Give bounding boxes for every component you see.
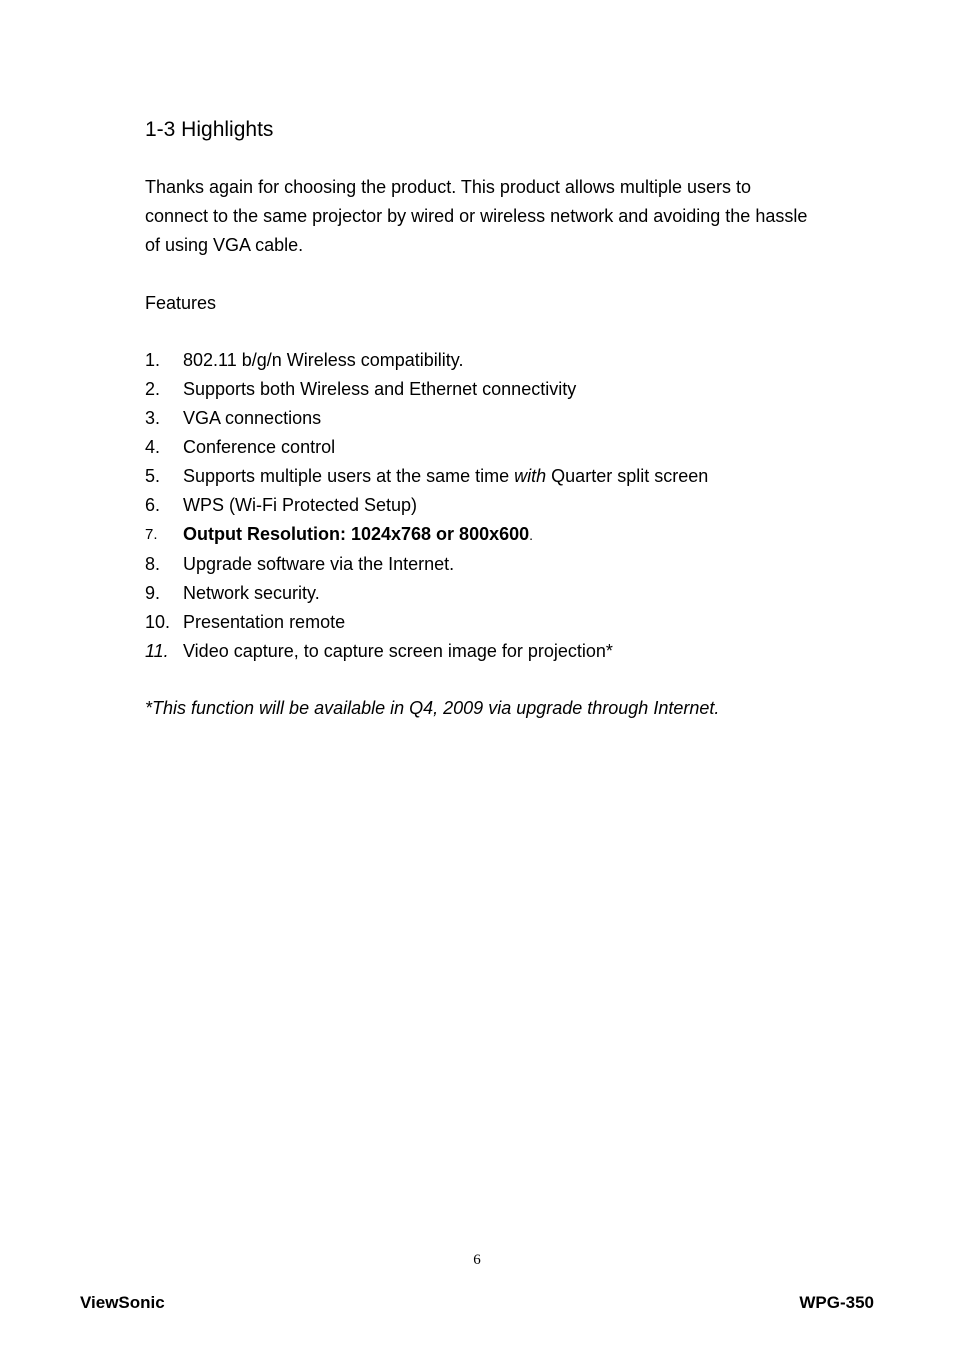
feature-item-2: [145, 375, 708, 404]
feature-text: [183, 466, 708, 486]
feature-number: 10.: [145, 612, 171, 632]
feature-text-end: Quarter split screen: [546, 466, 709, 486]
feature-text: Network security.: [183, 583, 320, 603]
feature-number: 6.: [145, 495, 161, 515]
feature-item-3: [145, 404, 708, 433]
feature-text: VGA connections: [183, 408, 322, 428]
feature-item-9: [145, 579, 708, 608]
feature-item-8: [145, 550, 708, 579]
feature-text-bold: Output Resolution: 1024x768 or 800x600: [183, 524, 530, 544]
feature-text-emphasis: with: [514, 466, 547, 486]
feature-item-10: [145, 608, 708, 637]
section-heading: 1-3 Highlights: [145, 118, 274, 141]
feature-number: 1.: [145, 350, 161, 370]
feature-item-5: [145, 462, 708, 491]
page-number: 6: [473, 1252, 481, 1268]
feature-number: 4.: [145, 437, 161, 457]
intro-paragraph: Thanks again for choosing the product. This product allows multiple users to connect to the same projector by wired or wireless network and avoiding the hassle of using VGA cable.: [145, 177, 808, 255]
footnote: *This function will be available in Q4, 2009 via upgrade through Internet.: [145, 698, 720, 718]
feature-text: Supports both Wireless and Ethernet connectivity: [183, 379, 577, 399]
feature-number: 7.: [145, 526, 158, 543]
feature-text-start: Supports multiple users at the same time: [183, 466, 515, 486]
feature-item-6: [145, 491, 708, 520]
feature-number: 3.: [145, 408, 161, 428]
feature-number: 8.: [145, 554, 161, 574]
feature-text-tail: .: [529, 527, 534, 543]
feature-text: Presentation remote: [183, 612, 346, 632]
feature-text: WPS (Wi-Fi Protected Setup): [183, 495, 418, 515]
feature-text: Conference control: [183, 437, 336, 457]
feature-text: 802.11 b/g/n Wireless compatibility.: [183, 350, 464, 370]
feature-number: 2.: [145, 379, 161, 399]
footer-brand: ViewSonic: [80, 1293, 165, 1312]
feature-number: 5.: [145, 466, 161, 486]
footer-model: WPG-350: [799, 1293, 874, 1312]
feature-number: 9.: [145, 583, 161, 603]
feature-text: Upgrade software via the Internet.: [183, 554, 455, 574]
feature-item-1: [145, 346, 708, 375]
features-label: Features: [145, 293, 217, 313]
feature-list: [145, 346, 708, 666]
feature-item-7: [145, 520, 708, 550]
feature-item-11: [145, 637, 708, 666]
feature-text: [183, 524, 533, 544]
feature-number: 11.: [145, 641, 169, 661]
feature-item-4: [145, 433, 708, 462]
feature-text: Video capture, to capture screen image for projection*: [183, 641, 613, 661]
